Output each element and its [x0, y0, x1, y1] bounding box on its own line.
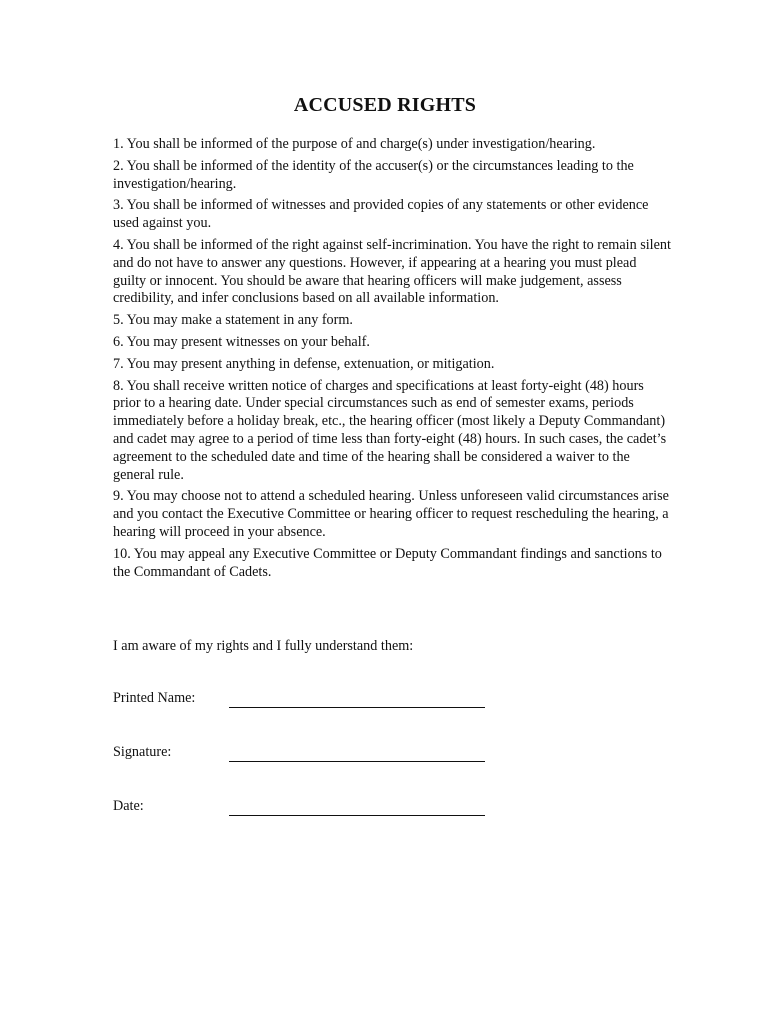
- date-line[interactable]: [229, 815, 485, 816]
- acknowledgement-statement: I am aware of my rights and I fully understand them:: [113, 638, 414, 654]
- document-title: ACCUSED RIGHTS: [293, 94, 477, 116]
- right-item-5: 5. You may make a statement in any form.: [113, 312, 353, 329]
- signature-row: [113, 744, 493, 764]
- signature-line[interactable]: [229, 761, 485, 762]
- right-item-10: 10. You may appeal any Executive Committee or Deputy Commandant findings and sanctions to the Commandant of Cadets.: [113, 545, 662, 580]
- right-item-1: 1. You shall be informed of the purpose of and charge(s) under investigation/hearing.: [113, 136, 596, 152]
- signature-label: Signature:: [113, 744, 172, 760]
- right-item-2: 2. You shall be informed of the identity of the accuser(s) or the circumstances leading to the investigation/hearing.: [113, 157, 634, 192]
- right-item-9: 9. You may choose not to attend a scheduled hearing. Unless unforeseen valid circumstances arise and you contact the Executive Committee or hearing officer to request rescheduling the hearing, a hearing will proceed in your absence.: [113, 488, 669, 540]
- printed-name-label: Printed Name:: [113, 690, 196, 706]
- right-item-4: 4. You shall be informed of the right against self-incrimination. You have the right to remain silent and do not have to answer any questions. However, if appearing at a hearing you must plead guilty or innocent. You should be aware that hearing officers will make judgement, assess credibility, and infer conclusions based on all available information.: [113, 236, 671, 307]
- right-item-3: 3. You shall be informed of witnesses and provided copies of any statements or other evidence used against you.: [113, 197, 649, 232]
- date-label: Date:: [113, 798, 144, 814]
- printed-name-row: [113, 690, 493, 710]
- rights-list: [113, 136, 673, 585]
- printed-name-line[interactable]: [229, 707, 485, 708]
- right-item-8: 8. You shall receive written notice of charges and specifications at least forty-eight (48) hours prior to a hearing date. Under special circumstances such as end of semester exams, periods immediately before a holiday break, etc., the hearing officer (most likely a Deputy Commandant) and cadet may agree to a period of time less than forty-eight (48) hours. In such cases, the cadet’s agreement to the scheduled date and time of the hearing shall be considered a waiver to the general rule.: [113, 377, 667, 483]
- date-row: [113, 798, 493, 818]
- right-item-6: 6. You may present witnesses on your behalf.: [113, 333, 370, 350]
- right-item-7: 7. You may present anything in defense, extenuation, or mitigation.: [113, 355, 495, 372]
